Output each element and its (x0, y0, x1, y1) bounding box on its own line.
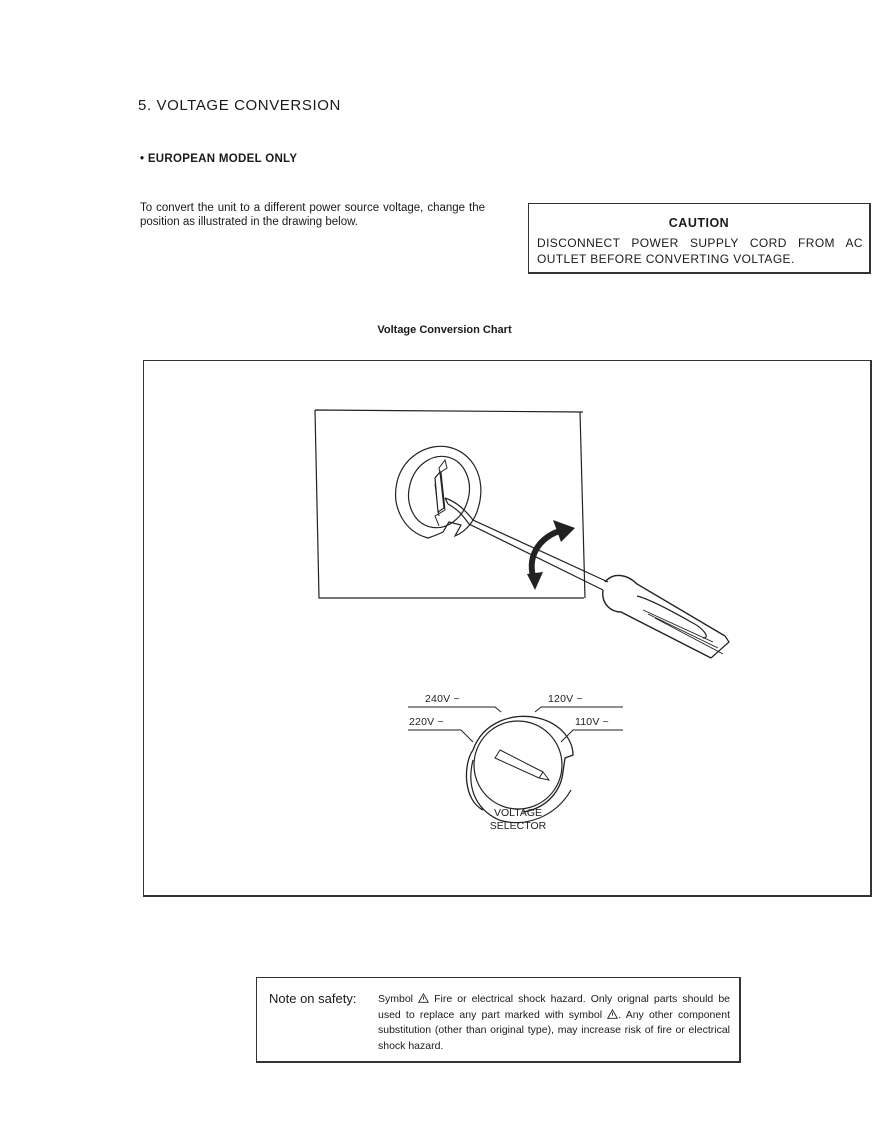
section-title: 5. VOLTAGE CONVERSION (138, 97, 341, 114)
voltage-selector-illustration (143, 360, 872, 897)
voltage-240-label: 240V ~ (425, 693, 460, 705)
panel-outline (315, 410, 585, 598)
safety-note-text-3: . Any other component substitution (other than original type), may increase risk of fire or electrical shock hazard. (378, 1008, 730, 1052)
voltage-220-label: 220V ~ (409, 716, 444, 728)
selector-label-line2: SELECTOR (489, 820, 547, 832)
rotation-arrow-icon (527, 520, 575, 590)
voltage-120-label: 120V ~ (548, 693, 583, 705)
safety-note-text-2: Fire or electrical shock hazard. Only orignal parts should be used to replace any part marked with symbol (378, 993, 730, 1021)
model-subheading: • EUROPEAN MODEL ONLY (140, 153, 298, 165)
selector-recess (396, 446, 481, 538)
selector-label-line1: VOLTAGE (493, 807, 543, 819)
caution-text: DISCONNECT POWER SUPPLY CORD FROM AC OUTLET BEFORE CONVERTING VOLTAGE. (537, 236, 863, 266)
intro-paragraph: To convert the unit to a different power source voltage, change the position as illustrated in the drawing below. (140, 202, 485, 228)
safety-note-text-1: Symbol (378, 993, 414, 1005)
warning-triangle-icon (607, 1009, 618, 1019)
caution-box (528, 203, 871, 274)
warning-triangle-icon (418, 993, 429, 1003)
safety-note-label: Note on safety: (269, 991, 357, 1006)
chart-title: Voltage Conversion Chart (377, 324, 512, 336)
screwdriver-icon (445, 498, 729, 658)
safety-note-box (256, 977, 741, 1063)
caution-title: CAUTION (668, 216, 730, 230)
voltage-110-label: 110V ~ (575, 716, 609, 728)
safety-note-text (378, 992, 730, 1054)
